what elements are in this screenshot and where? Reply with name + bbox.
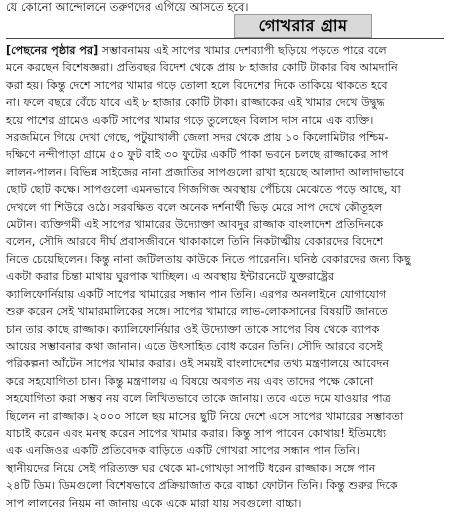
article-body: [6, 42, 444, 510]
article-line: সহযোগিতা করা সম্ভব নয় বলে লিখিতভাবে তাকে জানায়। তবে এতে দমে যাওয়ার পাত্র: [6, 392, 391, 406]
article-line: লালন-পালন। বিভিন্ন সাইজের নানা প্রজাতির সাপগুলো রাখা হয়েছে আলাদা আলাদাভাবে: [6, 165, 405, 179]
article-line: যাচাই করেন এবং মনস্থ করেন সাপের খামার করার। কিন্তু সাপ পাবেন কোথায়! ইতিমধ্যে: [6, 426, 387, 440]
article-line: আয়ের সম্ভাবনার কথা জানান। এতে উৎসাহিত বোধ করেন তিনি। সৌদি আরবে বসেই: [6, 339, 383, 353]
article-line: এক এনজিওর একটি প্রতিবেদক বাড়িতে একটি গোখরা সাপের সন্ধান পান তিনি।: [6, 444, 360, 458]
previous-article-fragment: যে কোনো আন্দোলনে তরুণদের এগিয়ে আসতে হবে।: [6, 0, 249, 14]
article-line: সাপ লালনের নিয়ম না জানায় একে একে মারা যায় সবগুলো বাচ্চা।: [6, 496, 302, 510]
article-line: নিতে চেয়েছিলেন। কিন্তু নানা জটিলতায় কাউকে নিতে পারেননি। ঘনিষ্ঠ বেকারদের জন্য কিছু: [6, 252, 411, 266]
article-line: হয়ে পাশের গ্রামেও একটি সাপের খামার গড়ে তুলেছেন বিলাস দাস নামে এক ব্যক্তি।: [6, 113, 374, 127]
article-line: একটা করার চিন্তা মাথায় ঘুরপাক খাচ্ছিল। এ অবস্থায় ইন্টারনেটে যুক্তরাষ্ট্রের: [6, 270, 335, 284]
article-line: ছিলেন না রাজ্জাক। ২০০০ সালে ছয় মাসের ছুটি নিয়ে দেশে এসে সাপের খামারের সম্ভাবতা: [6, 409, 404, 423]
article-line: শুরু করেন সেই খামারমালিকের সঙ্গে। সাপের খামারে লাভ-লোকসানের বিষয়টি জানতে: [6, 305, 388, 319]
article-line: চান তার কাছে রাজ্জাক। ক্যালিফোর্নিয়ার ওই উদ্যোক্তা তাকে সাপের বিষ থেকে ব্যাপক: [6, 322, 380, 336]
continuation-marker: [পেছনের পৃষ্ঠার পর]: [6, 44, 99, 57]
article-line: ক্যালিফোর্নিয়ায় একটি সাপের খামারের সন্ধান পান তিনি। এরপর অনলাইনে যোগাযোগ: [6, 287, 387, 301]
section-divider: [6, 38, 444, 39]
article-line: সরজমিনে গিয়ে দেখা গেছে, পটুয়াখালী জেলা সদর থেকে প্রায় ১০ কিলোমিটার পশ্চিম-: [6, 131, 389, 145]
headline-box: [234, 14, 372, 38]
article-line: ছোট ছোট কক্ষে। সাপগুলো এমনভাবে গিজগিজ অবস্থায় পেঁচিয়ে মেঝেতে পড়ে আছে, যা: [6, 183, 401, 197]
article-line: দেখলে গা শিউরে ওঠে। সরবক্ষিত বলে অনেক দর্শনার্থী ভিড় মেরে সাপ দেখে কৌতূহল: [6, 200, 383, 214]
article-line: দক্ষিণে নন্দীপাড়া গ্রামে ৫০ ফুট বাই ৩০ ফুটের একটি পাকা ভবনে চলছে রাজ্জাকের সাপ: [6, 148, 389, 162]
article-line: না। ফলে বছরে বেঁচে যাবে এই ৮ হাজার কোটি টাকা। রাজ্জাকের এই খামার দেখে উদ্বুদ্ধ: [6, 96, 385, 110]
article-line: করা হয়। কিন্তু দেশে সাপের খামার গড়ে তোলা হলে বিদেশের দিকে তাকিয়ে থাকতে হবে: [6, 78, 388, 92]
article-line: বলেন, সৌদি আরবে দীর্ঘ প্রবাসজীবনে থাকাকালে তিনি নিকটাত্মীয় বেকারদের বিদেশে: [6, 235, 384, 249]
article-line: ২৪টি ডিম। ডিমগুলো বিশেষভাবে প্রক্রিয়াজাত করে বাচ্চা ফোটান তিনি। কিন্তু শুরুর দিকে: [6, 479, 398, 493]
article-line: স্থানীয়দের নিয়ে সেই পরিত্যক্ত ঘর থেকে মা-গোখড়া সাপটি ধরেন রাজ্জাক। সঙ্গে পান: [6, 461, 376, 475]
article-line: মনে করছেন বিশেষজ্ঞরা। প্রতিবছর বিদেশ থেকে প্রায় ৮ হাজার কোটি টাকার বিষ আমদানি: [6, 61, 398, 75]
headline: গোখরার গ্রাম: [258, 15, 348, 35]
article-line: পরিকল্পনা আঁটেন সাপের খামার করার। ওই সময়ই বাংলাদেশের তথ্য মন্ত্রণালয়ে আবেদন: [6, 357, 390, 371]
article-line: [পেছনের পৃষ্ঠার পর] সম্ভাবনাময় এই সাপের খামার দেশব্যাপী ছড়িয়ে পড়তে পারে বলে: [6, 44, 387, 57]
article-line: মেটান। ব্যক্তিগমী এই সাপের খামারের উদ্যোক্তা আবদুর রাজ্জাক বাংলাদেশ প্রতিদিনকে: [6, 218, 384, 232]
article-line: করে সহযোগিতা চান। কিন্তু মন্ত্রণালয় এ বিষয়ে অবগত নয় এবং তাদের পক্ষে কোনো: [6, 374, 374, 388]
